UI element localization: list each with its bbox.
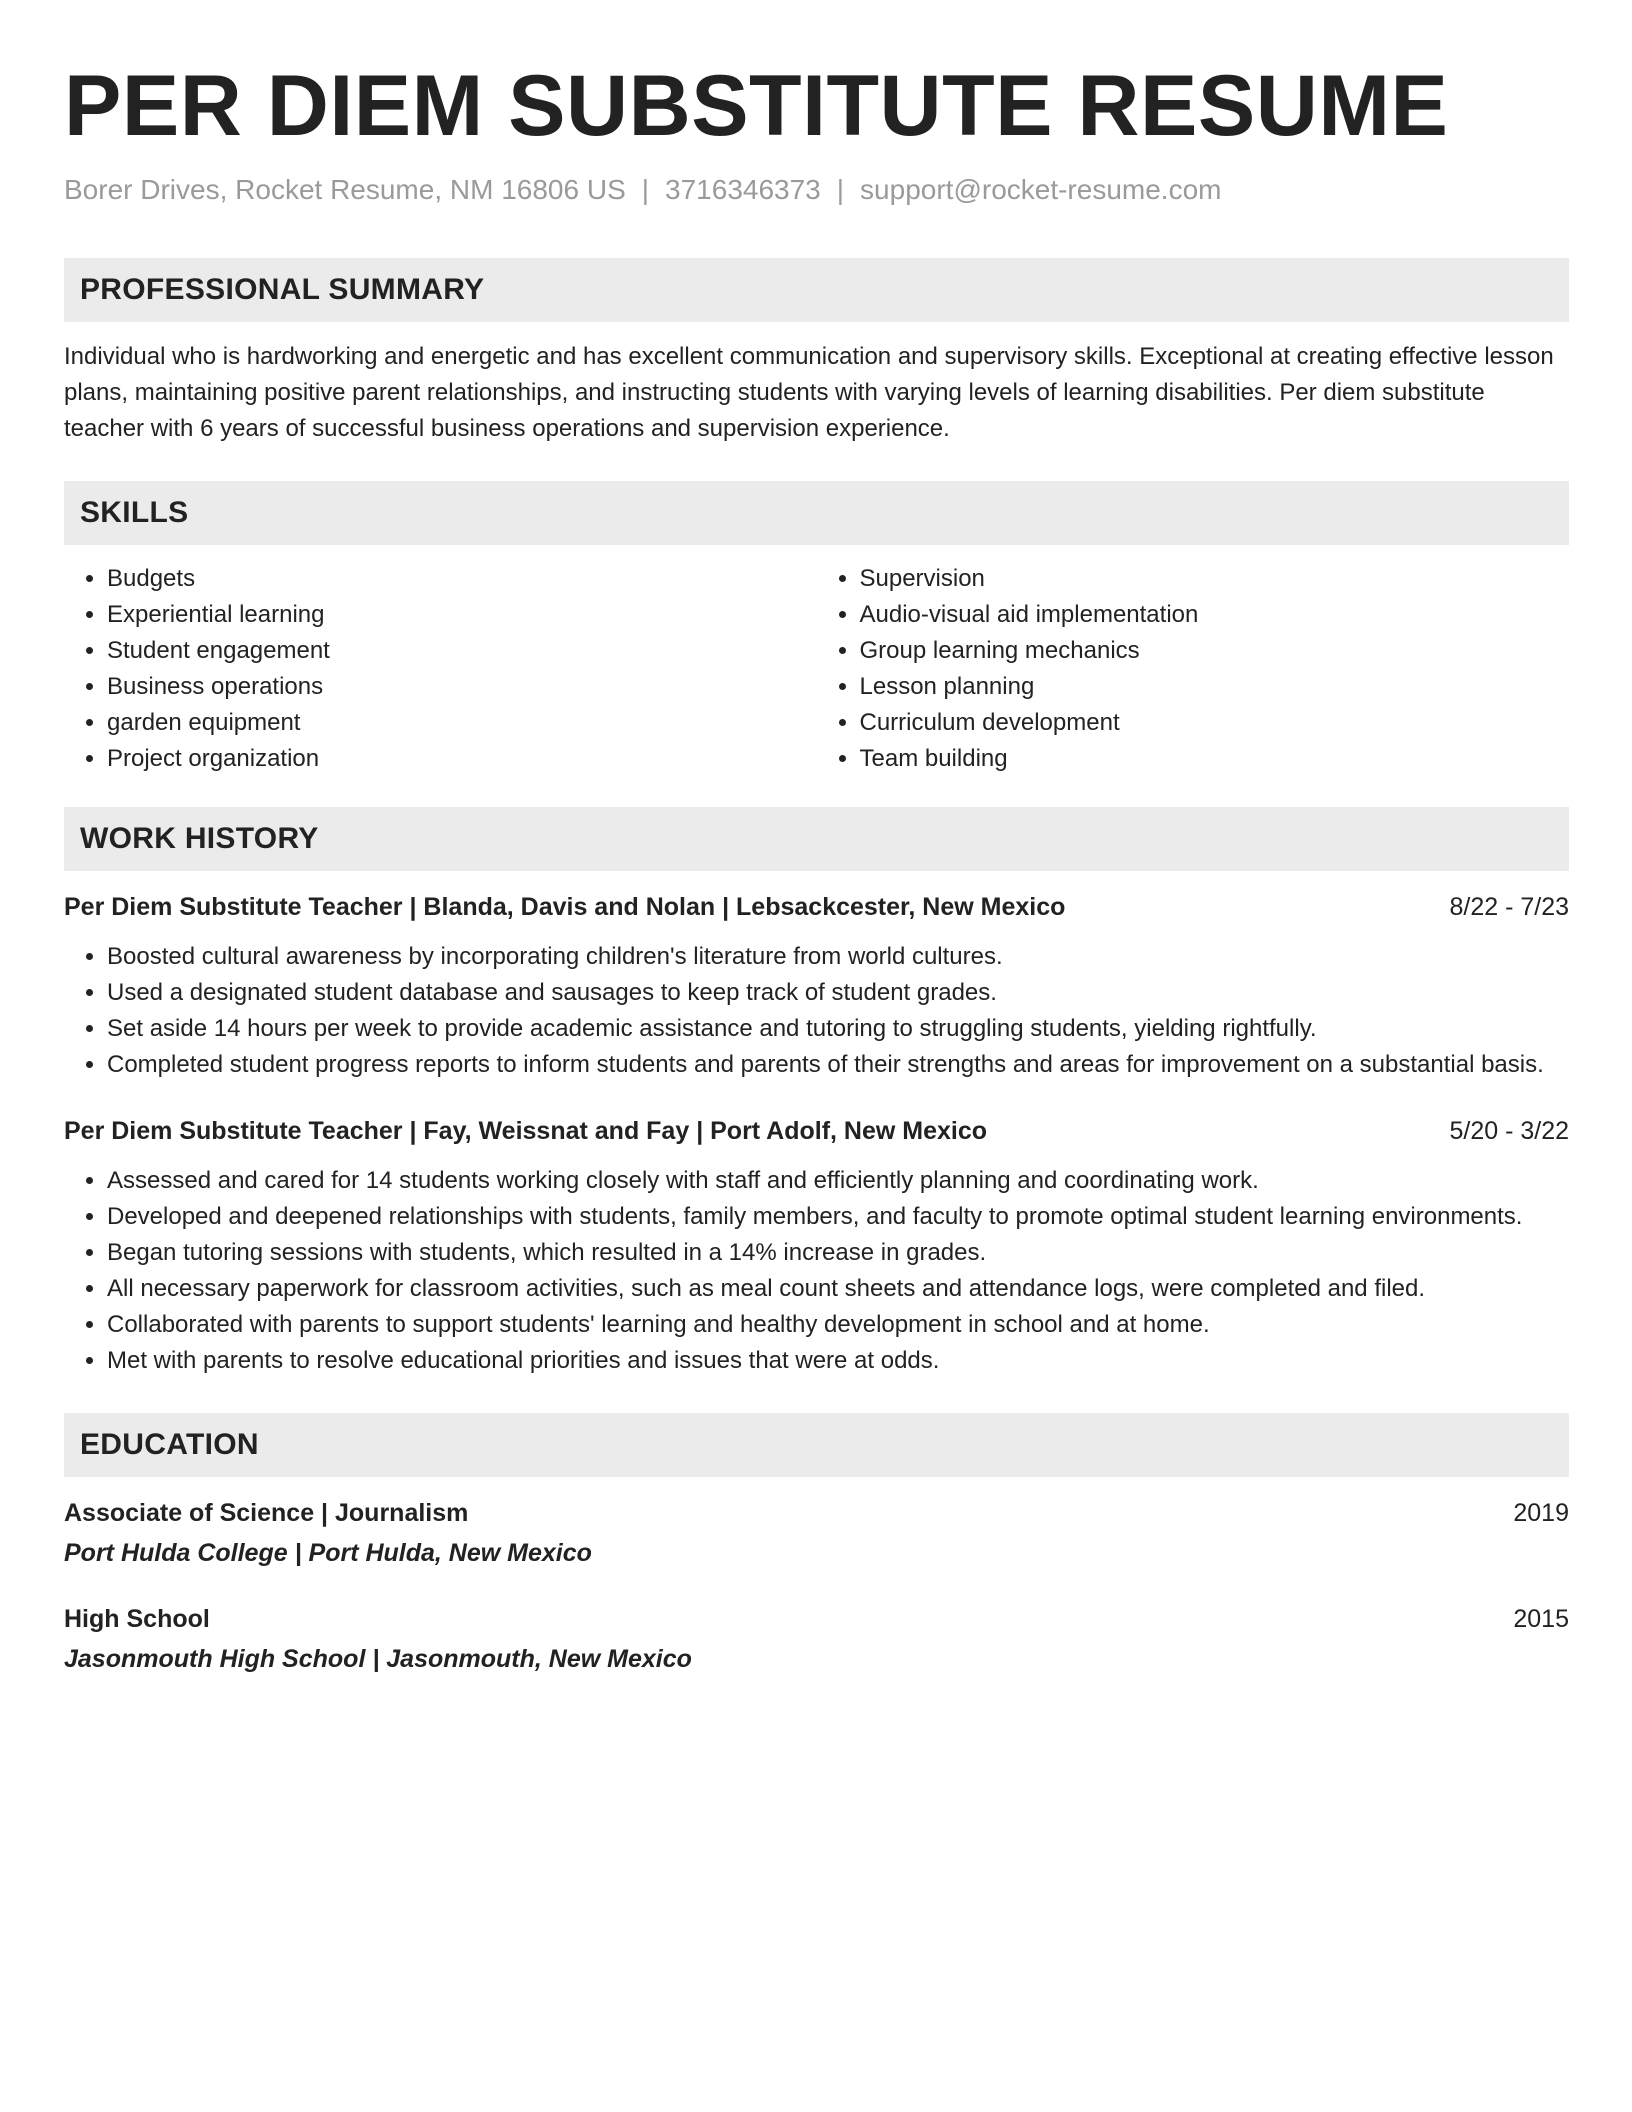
job-entry <box>64 889 1569 1083</box>
education-year: 2019 <box>1513 1499 1569 1527</box>
job-bullet: • Used a designated student database and sausages to keep track of student grades. <box>107 975 1569 1011</box>
education-entry <box>64 1495 1569 1571</box>
education-degree: High School <box>64 1605 210 1633</box>
job-bullet: • Met with parents to resolve educational priorities and issues that were at odds. <box>107 1343 1569 1379</box>
education-header <box>64 1495 1569 1531</box>
job-title: Per Diem Substitute Teacher | Blanda, Davis and Nolan | Lebsackcester, New Mexico <box>64 893 1066 921</box>
job-bullet: • Assessed and cared for 14 students working closely with staff and efficiently planning and coordinating work. <box>107 1163 1569 1199</box>
contact-phone: 3716346373 <box>665 174 821 205</box>
contact-separator: | <box>836 174 845 205</box>
section-heading-skills: SKILLS <box>64 481 1569 545</box>
skill-item: • Project organization <box>107 741 817 777</box>
skills-column-right <box>817 561 1570 777</box>
section-heading-education: EDUCATION <box>64 1413 1569 1477</box>
summary-text: Individual who is hardworking and energetic and has excellent communication and supervisory skills. Exceptional at creating effective lesson plans, maintaining positive parent relationships, and instructing students with varying levels of learning disabilities. Per diem substitute teacher with 6 years of successful business operations and supervision experience. <box>64 343 1554 442</box>
resume-title: PER DIEM SUBSTITUTE RESUME <box>64 58 1449 154</box>
skill-item: • Audio-visual aid implementation <box>860 597 1570 633</box>
skill-item: • Budgets <box>107 561 817 597</box>
skill-item: • Team building <box>860 741 1570 777</box>
job-bullet: • Collaborated with parents to support students' learning and healthy development in school and at home. <box>107 1307 1569 1343</box>
job-title: Per Diem Substitute Teacher | Fay, Weissnat and Fay | Port Adolf, New Mexico <box>64 1117 988 1145</box>
skill-item: • Supervision <box>860 561 1570 597</box>
section-heading-summary: PROFESSIONAL SUMMARY <box>64 258 1569 322</box>
education-degree: Associate of Science | Journalism <box>64 1499 469 1527</box>
education-entry <box>64 1601 1569 1677</box>
skills-list <box>64 561 1569 777</box>
job-bullets <box>64 1163 1569 1379</box>
skill-item: • Curriculum development <box>860 705 1570 741</box>
job-header <box>64 889 1569 925</box>
education-header <box>64 1601 1569 1637</box>
job-bullet: • Began tutoring sessions with students, which resulted in a 14% increase in grades. <box>107 1235 1569 1271</box>
contact-line <box>64 172 1569 208</box>
job-bullet: • Boosted cultural awareness by incorporating children's literature from world cultures. <box>107 939 1569 975</box>
contact-separator: | <box>641 174 650 205</box>
skill-item: • Experiential learning <box>107 597 817 633</box>
education-school: Jasonmouth High School | Jasonmouth, New Mexico <box>64 1645 692 1673</box>
skill-item: • Lesson planning <box>860 669 1570 705</box>
job-bullets <box>64 939 1569 1083</box>
job-bullet: • Developed and deepened relationships with students, family members, and faculty to promote optimal student learning environments. <box>107 1199 1569 1235</box>
skill-item: • garden equipment <box>107 705 817 741</box>
skill-item: • Group learning mechanics <box>860 633 1570 669</box>
job-dates: 8/22 - 7/23 <box>1449 893 1569 921</box>
job-bullet: • Set aside 14 hours per week to provide academic assistance and tutoring to struggling students, yielding rightfully. <box>107 1011 1569 1047</box>
job-bullet: • All necessary paperwork for classroom activities, such as meal count sheets and attendance logs, were completed and filed. <box>107 1271 1569 1307</box>
education-year: 2015 <box>1513 1605 1569 1633</box>
skill-item: • Business operations <box>107 669 817 705</box>
contact-email: support@rocket-resume.com <box>860 174 1222 205</box>
job-dates: 5/20 - 3/22 <box>1449 1117 1569 1145</box>
section-heading-work-history: WORK HISTORY <box>64 807 1569 871</box>
job-header <box>64 1113 1569 1149</box>
skills-column-left <box>64 561 817 777</box>
education-school: Port Hulda College | Port Hulda, New Mexico <box>64 1539 592 1567</box>
job-bullet: • Completed student progress reports to inform students and parents of their strengths and areas for improvement on a substantial basis. <box>107 1047 1569 1083</box>
skill-item: • Student engagement <box>107 633 817 669</box>
contact-address: Borer Drives, Rocket Resume, NM 16806 US <box>64 174 626 205</box>
job-entry <box>64 1113 1569 1379</box>
